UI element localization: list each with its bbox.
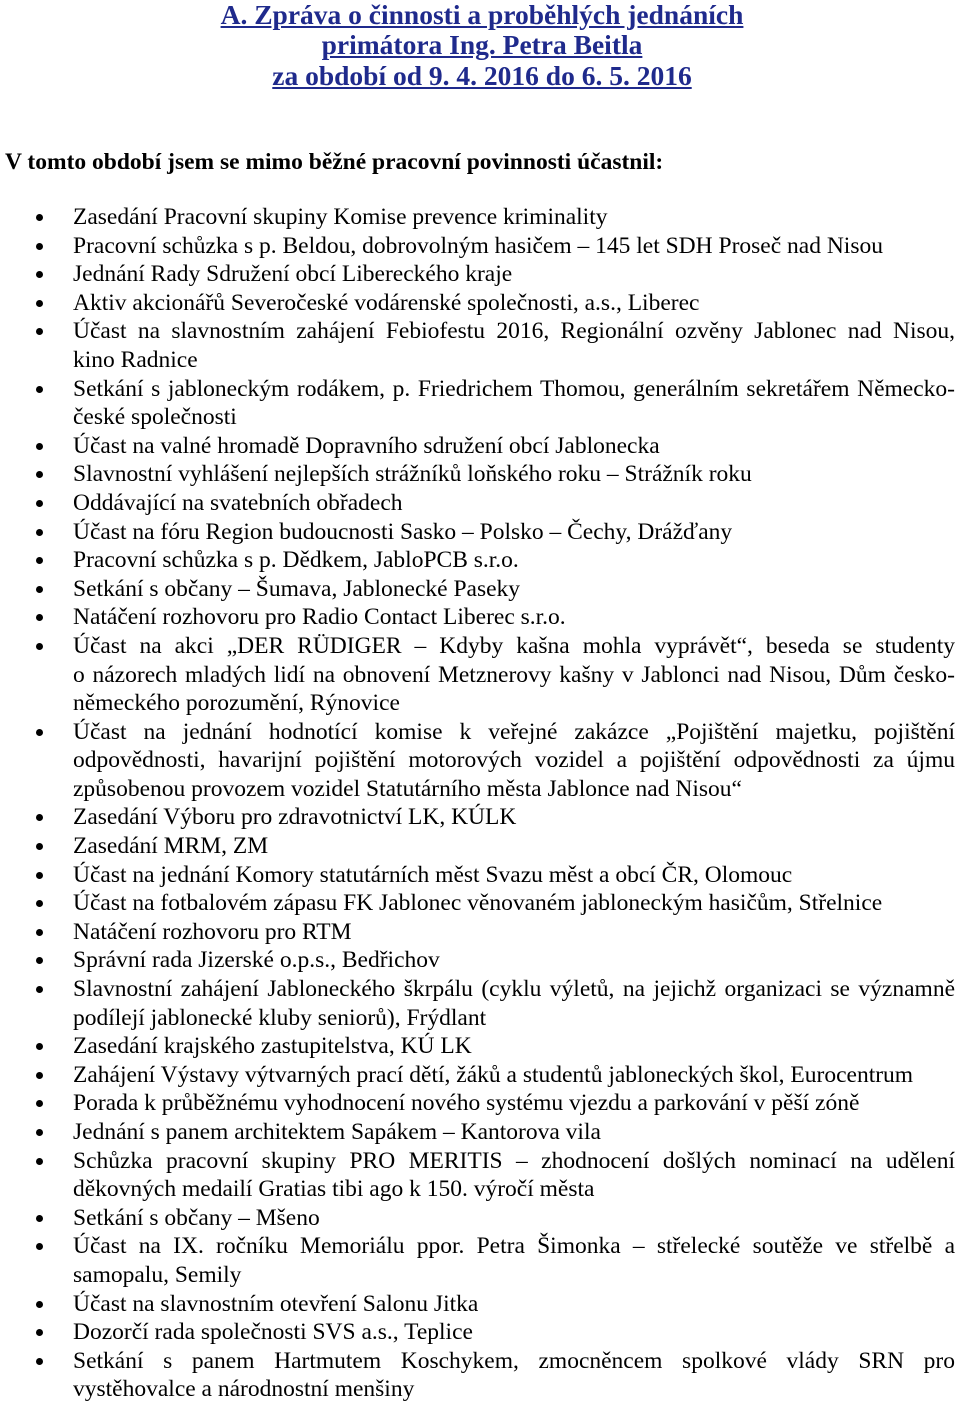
list-item-text bbox=[73, 832, 955, 861]
list-item-text bbox=[73, 1290, 955, 1319]
list-item-text bbox=[73, 861, 955, 890]
list-item bbox=[0, 1089, 960, 1118]
bullet-icon bbox=[36, 614, 43, 621]
list-item bbox=[0, 203, 960, 232]
text-line: Setkání s občany – Šumava, Jablonecké Paseky bbox=[73, 575, 521, 602]
bullet-icon bbox=[36, 1043, 43, 1050]
bullet-icon bbox=[36, 843, 43, 850]
title-line-1: A. Zpráva o činnosti a proběhlých jednáních bbox=[220, 0, 744, 30]
text-line: Účast na jednání Komory statutárních měst Svazu měst a obcí ČR, Olomouc bbox=[73, 861, 793, 888]
title-line-3: za období od 9. 4. 2016 do 6. 5. 2016 bbox=[272, 59, 692, 91]
text-line: Slavnostní zahájení Jabloneckého škrpálu (cyklu výletů, na jejichž organizaci se významně bbox=[73, 976, 955, 1003]
bullet-icon bbox=[36, 500, 43, 507]
list-item-text bbox=[73, 1061, 955, 1090]
list-item-text bbox=[73, 1232, 955, 1289]
text-line: Účast na fotbalovém zápasu FK Jablonec věnovaném jabloneckým hasičům, Střelnice bbox=[73, 890, 883, 917]
list-item-text bbox=[73, 489, 955, 518]
text-line: Pracovní schůzka s p. Dědkem, JabloPCB s.r.o. bbox=[73, 547, 519, 574]
bullet-icon bbox=[36, 300, 43, 307]
list-item bbox=[0, 432, 960, 461]
text-line: české společnosti bbox=[73, 404, 237, 431]
list-item-text bbox=[73, 375, 955, 432]
bullet-icon bbox=[36, 900, 43, 907]
text-line: Jednání s panem architektem Sapákem – Kantorova vila bbox=[73, 1119, 601, 1145]
list-item-text bbox=[73, 203, 955, 232]
list-item bbox=[0, 546, 960, 575]
bullet-icon bbox=[36, 557, 43, 564]
activity-list bbox=[0, 203, 960, 1404]
list-item bbox=[0, 317, 960, 374]
list-item-text bbox=[73, 1032, 955, 1061]
text-line: Pracovní schůzka s p. Beldou, dobrovolným hasičem – 145 let SDH Proseč nad Nisou bbox=[73, 232, 883, 259]
bullet-icon bbox=[36, 1301, 43, 1308]
text-line: Jednání Rady Sdružení obcí Libereckého kraje bbox=[73, 261, 513, 288]
text-line: Účast na valné hromadě Dopravního sdružení obcí Jablonecka bbox=[73, 432, 660, 459]
bullet-icon bbox=[36, 643, 43, 650]
text-line: Setkání s jabloneckým rodákem, p. Friedrichem Thomou, generálním sekretářem Německo- bbox=[73, 375, 955, 402]
text-line: Slavnostní vyhlášení nejlepších strážníků loňského roku – Strážník roku bbox=[73, 461, 752, 488]
bullet-icon bbox=[36, 529, 43, 536]
list-item-text bbox=[73, 1204, 955, 1233]
text-line: Zahájení Výstavy výtvarných prací dětí, žáků a studentů jabloneckých škol, Eurocentrum bbox=[73, 1061, 914, 1088]
text-line: Aktiv akcionářů Severočeské vodárenské společnosti, a.s., Liberec bbox=[73, 289, 700, 316]
text-line: Natáčení rozhovoru pro Radio Contact Liberec s.r.o. bbox=[73, 604, 566, 631]
text-line: o názorech mladých lidí na obnovení Metznerovy kašny v Jablonci nad Nisou, Dům česko- bbox=[73, 661, 955, 688]
list-item-text bbox=[73, 260, 955, 289]
intro-text: V tomto období jsem se mimo běžné pracovní povinnosti účastnil: bbox=[5, 149, 664, 175]
list-item bbox=[0, 603, 960, 632]
list-item-text bbox=[73, 918, 955, 947]
bullet-icon bbox=[36, 1243, 43, 1250]
list-item bbox=[0, 946, 960, 975]
list-item-text bbox=[73, 632, 955, 718]
bullet-icon bbox=[36, 1158, 43, 1165]
text-line: vystěhovalce a národnostní menšiny bbox=[73, 1376, 415, 1403]
bullet-icon bbox=[36, 1329, 43, 1336]
bullet-icon bbox=[36, 214, 43, 221]
bullet-icon bbox=[36, 443, 43, 450]
list-item-text bbox=[73, 1089, 955, 1118]
list-item bbox=[0, 1290, 960, 1319]
list-item bbox=[0, 975, 960, 1032]
text-line: Porada k průběžnému vyhodnocení nového systému vjezdu a parkování v pěší zóně bbox=[73, 1090, 860, 1117]
bullet-icon bbox=[36, 872, 43, 879]
text-line: odpovědnosti, havarijní pojištění motorových vozidel a pojištění odpovědnosti za újmu bbox=[73, 747, 955, 774]
text-line: Oddávající na svatebních obřadech bbox=[73, 489, 403, 516]
list-item bbox=[0, 1147, 960, 1204]
text-line: Účast na slavnostním otevření Salonu Jitka bbox=[73, 1290, 479, 1317]
text-line: Setkání s panem Hartmutem Koschykem, zmocněncem spolkové vlády SRN pro bbox=[73, 1347, 955, 1374]
bullet-icon bbox=[36, 243, 43, 250]
list-item bbox=[0, 518, 960, 547]
list-item-text bbox=[73, 975, 955, 1032]
text-line: Účast na jednání hodnotící komise k veřejné zakázce „Pojištění majetku, pojištění bbox=[73, 718, 955, 745]
text-line: děkovných medailí Gratias tibi ago k 150. výročí města bbox=[73, 1176, 595, 1203]
text-line: způsobenou provozem vozidel Statutárního města Jablonce nad Nisou“ bbox=[73, 775, 742, 802]
text-line: Účast na IX. ročníku Memoriálu ppor. Petra Šimonka – střelecké soutěže ve střelbě a bbox=[73, 1233, 955, 1260]
list-item-text bbox=[73, 546, 955, 575]
bullet-icon bbox=[36, 386, 43, 393]
list-item bbox=[0, 832, 960, 861]
list-item-text bbox=[73, 1347, 955, 1404]
list-item-text bbox=[73, 518, 955, 547]
list-item bbox=[0, 260, 960, 289]
bullet-icon bbox=[36, 271, 43, 278]
list-item bbox=[0, 889, 960, 918]
text-line: Setkání s občany – Mšeno bbox=[73, 1204, 320, 1231]
bullet-icon bbox=[36, 586, 43, 593]
list-item-text bbox=[73, 575, 955, 604]
list-item bbox=[0, 632, 960, 718]
text-line: Schůzka pracovní skupiny PRO MERITIS – zhodnocení došlých nominací na udělení bbox=[73, 1147, 955, 1174]
list-item-text bbox=[73, 317, 955, 374]
bullet-icon bbox=[36, 1358, 43, 1365]
list-item-text bbox=[73, 1318, 955, 1347]
list-item-text bbox=[73, 718, 955, 804]
bullet-icon bbox=[36, 1129, 43, 1136]
text-line: Účast na slavnostním zahájení Febiofestu 2016, Regionální ozvěny Jablonec nad Nisou, bbox=[73, 318, 955, 345]
bullet-icon bbox=[36, 957, 43, 964]
list-item bbox=[0, 1061, 960, 1090]
bullet-icon bbox=[36, 1100, 43, 1107]
bullet-icon bbox=[36, 986, 43, 993]
text-line: německého porozumění, Rýnovice bbox=[73, 690, 400, 717]
list-item bbox=[0, 1232, 960, 1289]
list-item bbox=[0, 375, 960, 432]
list-item bbox=[0, 460, 960, 489]
bullet-icon bbox=[36, 471, 43, 478]
list-item bbox=[0, 861, 960, 890]
bullet-icon bbox=[36, 1072, 43, 1079]
list-item bbox=[0, 1347, 960, 1404]
text-line: Účast na fóru Region budoucnosti Sasko – Polsko – Čechy, Drážďany bbox=[73, 518, 733, 545]
list-item bbox=[0, 232, 960, 261]
list-item bbox=[0, 918, 960, 947]
text-line: Zasedání krajského zastupitelstva, KÚ LK bbox=[73, 1033, 472, 1060]
text-line: Zasedání MRM, ZM bbox=[73, 833, 269, 860]
text-line: Zasedání Pracovní skupiny Komise prevence kriminality bbox=[73, 204, 608, 230]
list-item-text bbox=[73, 1118, 955, 1147]
text-line: kino Radnice bbox=[73, 346, 198, 373]
list-item-text bbox=[73, 460, 955, 489]
list-item-text bbox=[73, 1147, 955, 1204]
list-item-text bbox=[73, 603, 955, 632]
text-line: Správní rada Jizerské o.p.s., Bedřichov bbox=[73, 947, 440, 974]
list-item bbox=[0, 489, 960, 518]
bullet-icon bbox=[36, 929, 43, 936]
list-item bbox=[0, 289, 960, 318]
list-item bbox=[0, 1032, 960, 1061]
text-line: Dozorčí rada společnosti SVS a.s., Teplice bbox=[73, 1319, 473, 1346]
list-item-text bbox=[73, 889, 955, 918]
text-line: podílejí jablonecké kluby seniorů), Frýdlant bbox=[73, 1004, 487, 1031]
list-item bbox=[0, 1318, 960, 1347]
report-title bbox=[4, 0, 960, 91]
bullet-icon bbox=[36, 1215, 43, 1222]
text-line: Účast na akci „DER RÜDIGER – Kdyby kašna mohla vyprávět“, beseda se studenty bbox=[73, 632, 955, 659]
list-item bbox=[0, 1204, 960, 1233]
list-item bbox=[0, 718, 960, 804]
list-item bbox=[0, 575, 960, 604]
list-item-text bbox=[73, 232, 955, 261]
text-line: Zasedání Výboru pro zdravotnictví LK, KÚLK bbox=[73, 804, 517, 831]
bullet-icon bbox=[36, 814, 43, 821]
list-item-text bbox=[73, 432, 955, 461]
list-item-text bbox=[73, 803, 955, 832]
list-item-text bbox=[73, 289, 955, 318]
title-line-2: primátora Ing. Petra Beitla bbox=[321, 29, 643, 61]
text-line: samopalu, Semily bbox=[73, 1261, 242, 1288]
list-item-text bbox=[73, 946, 955, 975]
list-item bbox=[0, 1118, 960, 1147]
bullet-icon bbox=[36, 328, 43, 335]
text-line: Natáčení rozhovoru pro RTM bbox=[73, 918, 352, 945]
bullet-icon bbox=[36, 729, 43, 736]
list-item bbox=[0, 803, 960, 832]
